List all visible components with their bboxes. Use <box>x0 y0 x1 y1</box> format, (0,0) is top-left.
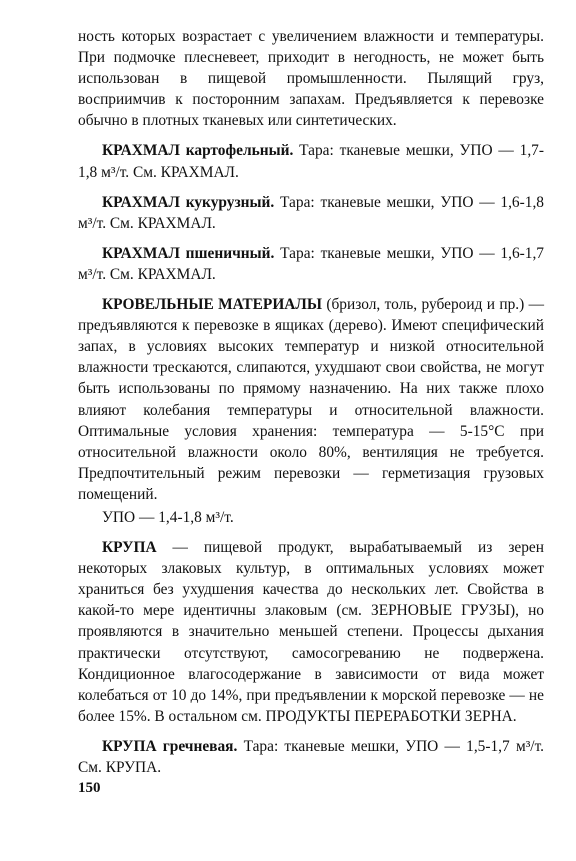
entry-starch-potato <box>78 140 544 182</box>
body-text <box>78 26 544 778</box>
entry-text: Тара: тканевые мешки, УПО — 1,6-1,7 м³/т. См. КРАХМАЛ. <box>78 244 545 283</box>
entry-term: КРАХМАЛ картофельный. <box>102 142 294 160</box>
entry-starch-wheat <box>78 243 544 285</box>
entry-text: Тара: тканевые мешки, УПО — 1,7-1,8 м³/т. См. КРАХМАЛ. <box>78 142 544 181</box>
entry-text: — пищевой продукт, вырабатываемый из зерен некоторых злаковых культур, в оптимальных условиях может храниться без ухудшения качества до нескольких лет. Свойства в какой-то мере идентичны злаковым (см. ЗЕРНОВЫЕ ГРУЗЫ), но проявляются в значительно меньшей степени. Процессы дыхания практически отсутствуют, самосогреванию не подвержена. Кондиционное влагосодержание в зависимости от вида может колебаться от 10 до 14%, при предъявлении к морской перевозке — не более 15%. В остальном см. ПРОДУКТЫ ПЕРЕРАБОТКИ ЗЕРНА. <box>78 539 544 725</box>
entry-term: КРОВЕЛЬНЫЕ МАТЕРИАЛЫ <box>102 296 322 314</box>
entry-term: КРАХМАЛ кукурузный. <box>102 193 275 211</box>
entry-term: КРАХМАЛ пшеничный. <box>102 244 275 262</box>
entry-starch-corn <box>78 192 544 234</box>
paragraph-text: ность которых возрастает с увеличением влажности и температуры. При подмочке плесневеет, приходит в негодность, не может быть использован в пищевой промышленности. Пылящий груз, восприимчив к посторонним запахам. Предъявляется к перевозке обычно в плотных тканевых или синтетических. <box>78 28 544 130</box>
page-number: 150 <box>78 780 101 796</box>
entry-roofing-materials <box>78 294 544 505</box>
entry-term: КРУПА гречневая. <box>102 737 238 755</box>
entry-text: Тара: тканевые мешки, УПО — 1,6-1,8 м³/т. См. КРАХМАЛ. <box>78 193 544 232</box>
entry-roofing-upo <box>78 507 544 528</box>
entry-groats <box>78 537 544 727</box>
entry-text: Тара: тканевые мешки, УПО — 1,5-1,7 м³/т. См. КРУПА. <box>78 737 544 776</box>
entry-text: УПО — 1,4-1,8 м³/т. <box>102 508 234 526</box>
entry-groats-buckwheat <box>78 736 544 778</box>
paragraph-continuation <box>78 26 544 131</box>
entry-text: (бризол, толь, рубероид и пр.) — предъявляются к перевозке в ящиках (дерево). Имеют специфический запах, в условиях высоких температур и низкой относительной влажности трескаются, слипаются, ухудшают свои свойства, не могут быть использованы по прямому назначению. На них также плохо влияют колебания температуры и относительной влажности. Оптимальные условия хранения: температура — 5-15°С при относительной влажности около 80%, вентиляция не требуется. Предпочтительный режим перевозки — герметизация грузовых помещений. <box>78 296 544 503</box>
entry-term: КРУПА <box>102 539 157 557</box>
